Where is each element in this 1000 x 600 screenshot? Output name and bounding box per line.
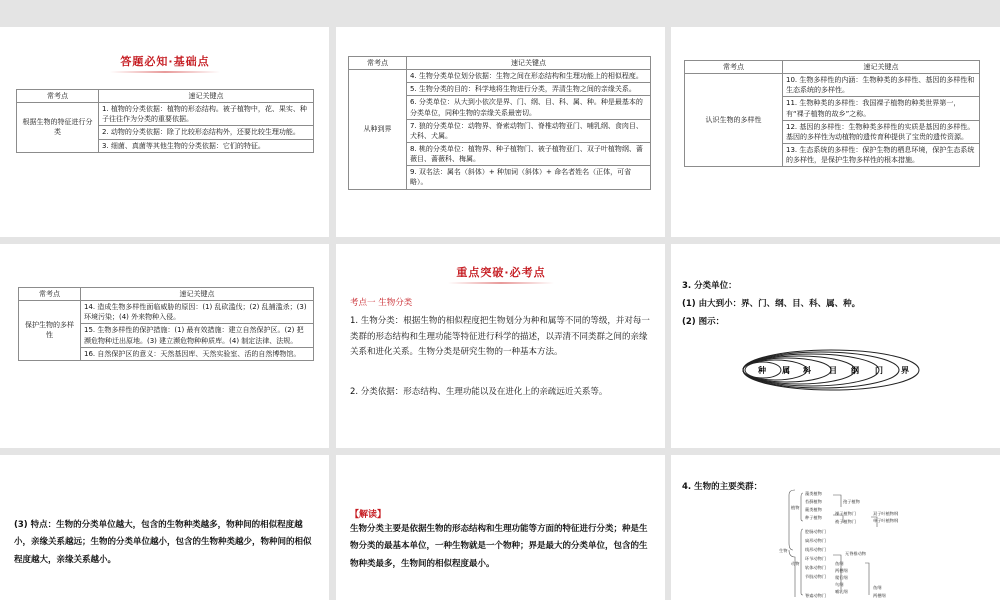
tree-node: 裸子植物门 <box>835 511 856 516</box>
tree-node: 孢子植物 <box>843 499 860 504</box>
ellipse-label: 门 <box>875 366 883 375</box>
tree-branch-plant: 植物 <box>791 505 800 510</box>
table-header-keypoints: 速记关键点 <box>99 90 314 103</box>
tree-root: 生物 <box>779 548 788 553</box>
table-row: 3. 细菌、真菌等其他生物的分类依据：它们的特征。 <box>99 139 314 152</box>
table-row: 1. 植物的分类依据：植物的形态结构。被子植物中，花、果实、种子往往作为分类的重要依据。 <box>99 103 314 126</box>
ellipse-label: 种 <box>758 366 766 375</box>
tree-node: 两栖纲 <box>873 593 886 598</box>
tree-node: 扁形动物门 <box>805 538 826 543</box>
tree-node: 藻类植物 <box>805 491 822 496</box>
table-row: 13. 生态系统的多样性：保护生物的栖息环境，保护生态系统的多样性，是保护生物多样性的根本措施。 <box>783 143 980 166</box>
tree-node: 软体动物门 <box>805 565 826 570</box>
tree-node: 环节动物门 <box>805 556 826 561</box>
table-header-topic: 常考点 <box>17 90 99 103</box>
key-points-table <box>18 287 314 361</box>
table-category: 保护生物的多样性 <box>19 301 81 361</box>
characteristics-text: (3) 特点：生物的分类单位越大，包含的生物种类越多，物种间的相似程度越小，亲缘关系越远；生物的分类单位越小，包含的生物种类越少，物种间的相似程度越大，亲缘关系越小。 <box>14 520 312 565</box>
key-points-table <box>684 60 980 167</box>
table-header-keypoints: 速记关键点 <box>81 288 314 301</box>
key-points-table <box>348 56 651 190</box>
slide-thumbnail-1[interactable] <box>0 27 329 237</box>
ellipse-label: 目 <box>829 366 837 375</box>
classification-tree-diagram <box>771 485 921 600</box>
units-title: 3. 分类单位： <box>682 281 737 291</box>
table-row: 8. 桃的分类单位：植物界、种子植物门、被子植物亚门、双子叶植物纲、蔷薇目、蔷薇科、梅属。 <box>407 142 651 165</box>
table-row: 10. 生物多样性的内涵：生物种类的多样性、基因的多样性和生态系统的多样性。 <box>783 74 980 97</box>
table-row: 7. 狼的分类单位：动物界、脊索动物门、脊椎动物亚门、哺乳纲、食肉目、犬科、犬属。 <box>407 119 651 142</box>
tree-node: 节肢动物门 <box>805 574 826 579</box>
tree-node: 鱼纲 <box>873 585 882 590</box>
paragraph-basis: 2. 分类依据：形态结构、生理功能以及在进化上的亲疏远近关系等。 <box>350 387 608 397</box>
units-order: (1) 由大到小：界、门、纲、目、科、属、种。 <box>682 299 861 309</box>
tree-node: 两栖纲 <box>835 568 848 573</box>
tree-node: 脊索动物门 <box>805 593 826 598</box>
interpretation-text: 生物分类主要是依据生物的形态结构和生理功能等方面的特征进行分类；种是生物分类的最基本单位，一种生物就是一个物种；界是最大的分类单位，包含的生物种类最多，生物间的相似程度最小。 <box>350 524 648 569</box>
tree-node: 被子植物门 <box>835 519 856 524</box>
tree-node: 种子植物 <box>805 515 822 520</box>
units-diagram-label: (2) 图示： <box>682 317 725 327</box>
ellipse-label: 纲 <box>851 366 859 375</box>
slide-thumbnail-7[interactable] <box>0 455 329 600</box>
tree-branch-animal: 动物 <box>791 561 800 566</box>
table-header-topic: 常考点 <box>685 61 783 74</box>
nested-ellipse-diagram <box>741 348 921 392</box>
ellipse-label: 界 <box>901 366 909 375</box>
table-row: 16. 自然保护区的意义：天然基因库、天然实验室、活的自然博物馆。 <box>81 347 314 360</box>
slide-thumbnail-5[interactable] <box>336 244 665 448</box>
table-row: 11. 生物种类的多样性：我国裸子植物的种类世界第一，有“裸子植物的故乡”之称。 <box>783 97 980 120</box>
key-point-title: 考点一 生物分类 <box>350 298 413 308</box>
tree-node: 腔肠动物门 <box>805 529 826 534</box>
table-header-topic: 常考点 <box>19 288 81 301</box>
table-category: 根据生物的特征进行分类 <box>17 103 99 153</box>
table-header-keypoints: 速记关键点 <box>783 61 980 74</box>
section-banner: 重点突破·必考点 <box>448 264 554 284</box>
tree-node: 蕨类植物 <box>805 507 822 512</box>
slide-thumbnail-4[interactable] <box>0 244 329 448</box>
paragraph-classification: 1. 生物分类：根据生物的相似程度把生物划分为种和属等不同的等级，并对每一类群的形态结构和生理功能等特征进行科学的描述，以弄清不同类群之间的亲缘关系和进化关系。生物分类是研究生物的一种基本方法。 <box>350 316 650 358</box>
table-header-topic: 常考点 <box>349 57 407 70</box>
table-category: 认识生物的多样性 <box>685 74 783 167</box>
tree-node: 无脊椎动物 <box>845 551 866 556</box>
table-row: 9. 双名法：属名（斜体）+ 种加词（斜体）+ 命名者姓名（正体，可省略）。 <box>407 166 651 189</box>
table-row: 15. 生物多样性的保护措施：(1) 最有效措施：建立自然保护区。(2) 把濒危物种迁出原地。(3) 建立濒危物种种质库。(4) 制定法律、法规。 <box>81 324 314 347</box>
table-row: 2. 动物的分类依据：除了比较形态结构外，还要比较生理功能。 <box>99 126 314 139</box>
slide-thumbnail-6[interactable] <box>671 244 1000 448</box>
table-row: 5. 生物分类的目的：科学地将生物进行分类，弄清生物之间的亲缘关系。 <box>407 83 651 96</box>
table-row: 6. 分类单位：从大到小依次是界、门、纲、目、科、属、种。种是最基本的分类单位，同种生物的亲缘关系最密切。 <box>407 96 651 119</box>
tree-node: 线形动物门 <box>805 547 826 552</box>
tree-node: 双子叶植物纲 <box>873 511 899 516</box>
section-banner: 答题必知·基础点 <box>110 53 220 73</box>
tree-node: 爬行纲 <box>835 575 848 580</box>
tree-node: 哺乳纲 <box>835 589 848 594</box>
interpretation-label: 【解读】 <box>350 510 387 520</box>
ellipse-label: 科 <box>803 366 811 375</box>
tree-node: 苔藓植物 <box>805 499 822 504</box>
table-row: 4. 生物分类单位划分依据：生物之间在形态结构和生理功能上的相似程度。 <box>407 70 651 83</box>
ellipse-label: 属 <box>782 366 790 375</box>
slide-thumbnail-3[interactable] <box>671 27 1000 237</box>
slide-thumbnail-9[interactable] <box>671 455 1000 600</box>
tree-node: 鸟纲 <box>835 582 844 587</box>
slide-thumbnail-8[interactable] <box>336 455 665 600</box>
tree-node: 鱼纲 <box>835 561 844 566</box>
tree-node: 单子叶植物纲 <box>873 518 899 523</box>
table-row: 14. 造成生物多样性面临威胁的原因：(1) 乱砍滥伐；(2) 乱捕滥杀；(3) 环境污染；(4) 外来物种入侵。 <box>81 301 314 324</box>
groups-title: 4. 生物的主要类群： <box>682 482 763 492</box>
key-points-table <box>16 89 314 153</box>
table-category: 从种到界 <box>349 70 407 189</box>
slide-thumbnail-2[interactable] <box>336 27 665 237</box>
table-header-keypoints: 速记关键点 <box>407 57 651 70</box>
table-row: 12. 基因的多样性：生物种类多样性的实质是基因的多样性。基因的多样性为动植物的遗传育种提供了宝贵的遗传资源。 <box>783 120 980 143</box>
